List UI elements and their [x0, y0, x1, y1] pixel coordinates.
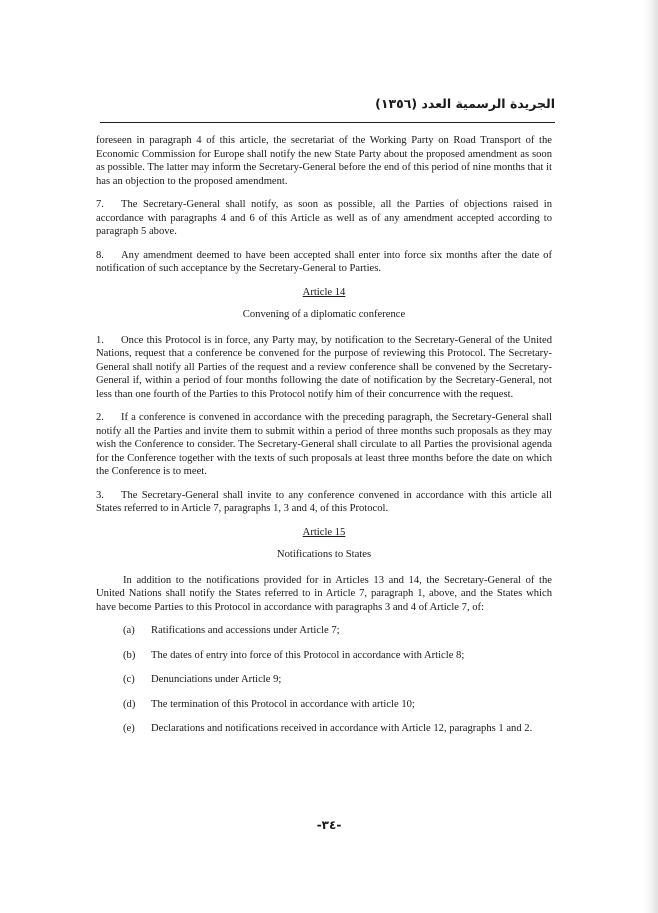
paragraph-number: 7. — [96, 199, 104, 210]
paragraph-number: 8. — [96, 249, 104, 261]
list-marker: (b) — [123, 649, 136, 661]
paragraph-text: If a conference is convened in accordance with the preceding paragraph, the Secretary-General shall notify all the Parties and invite them to submit within a period of three months such proposals as they may wish the Conference to consider. The Secretary-General shall circulate to all Parties the provisional agenda for the Conference together with the texts of such proposals at least three months before the date on which the Conference is to meet. — [96, 412, 552, 477]
paragraph-8 — [96, 249, 552, 276]
paragraph-7 — [96, 198, 552, 239]
list-item — [96, 624, 552, 638]
paragraph-text: Any amendment deemed to have been accepted shall enter into force six months after the date of notification of such acceptance by the Secretary-General to Parties. — [96, 249, 552, 274]
document-body — [96, 134, 552, 747]
list-item — [96, 649, 552, 663]
paragraph-text: Once this Protocol is in force, any Party may, by notification to the Secretary-General of the United Nations, request that a conference be convened for the purpose of reviewing this Protocol. The Secretary-General shall notify all Parties of the request and a review conference shall be convened by the Secretary-General if, within a period of four months following the date of notification by the Secretary-General, not less than one fourth of the Parties to this Protocol notify him of their concurrence with the request. — [96, 334, 552, 400]
notification-list — [96, 624, 552, 736]
page-header — [100, 92, 555, 123]
article-14-paragraph-1 — [96, 334, 552, 402]
list-item — [96, 673, 552, 687]
list-marker: (d) — [123, 698, 136, 710]
paragraph-text: foreseen in paragraph 4 of this article, the secretariat of the Working Party on Road Transport of the Economic Commission for Europe shall notify the new State Party about the proposed amendment as soon as possible. The latter may inform the Secretary-General before the end of this period of nine months that it has an objection to the proposed amendment. — [96, 135, 552, 187]
paragraph-number: 1. — [96, 334, 104, 346]
list-marker: (a) — [123, 625, 135, 636]
paragraph-text: The Secretary-General shall invite to any conference convened in accordance with this article all States referred to in Article 7, paragraphs 1, 3 and 4, of this Protocol. — [96, 489, 552, 514]
article-15-heading: Article 15 — [302, 526, 346, 538]
list-item-text: The dates of entry into force of this Protocol in accordance with Article 8; — [151, 649, 465, 661]
list-item — [96, 722, 552, 736]
list-item-text: The termination of this Protocol in accordance with article 10; — [151, 698, 415, 710]
gazette-title: الجريدة الرسمية العدد (١٣٥٦) — [375, 96, 555, 111]
page-edge-shadow — [644, 0, 658, 913]
paragraph-number: 2. — [96, 412, 104, 423]
list-item-text: Declarations and notifications received in accordance with Article 12, paragraphs 1 and 2. — [151, 723, 533, 734]
paragraph-text: The Secretary-General shall notify, as soon as possible, all the Parties of objections raised in accordance with paragraphs 4 and 6 of this Article as well as of any amendment accepted according to paragraph 5 above. — [96, 199, 552, 237]
article-14-paragraph-3 — [96, 489, 552, 516]
list-marker: (e) — [123, 723, 135, 734]
page-number: -٣٤- — [316, 818, 342, 832]
list-item-text: Denunciations under Article 9; — [151, 674, 282, 685]
article-14-heading: Article 14 — [302, 286, 346, 298]
list-item — [96, 698, 552, 712]
article-14-paragraph-2 — [96, 411, 552, 479]
list-marker: (c) — [123, 674, 135, 685]
paragraph-continued — [96, 134, 552, 188]
list-item-text: Ratifications and accessions under Article 7; — [151, 625, 340, 636]
paragraph-number: 3. — [96, 489, 104, 501]
article-14-title: Convening of a diplomatic conference — [242, 309, 406, 320]
article-15-intro: In addition to the notifications provided for in Articles 13 and 14, the Secretary-General of the United Nations shall notify the States referred to in Article 7, paragraph 1, above, and the States which have become Parties to this Protocol in accordance with paragraphs 3 and 4 of Article 7, of: — [96, 574, 552, 613]
article-15-title: Notifications to States — [276, 549, 372, 560]
